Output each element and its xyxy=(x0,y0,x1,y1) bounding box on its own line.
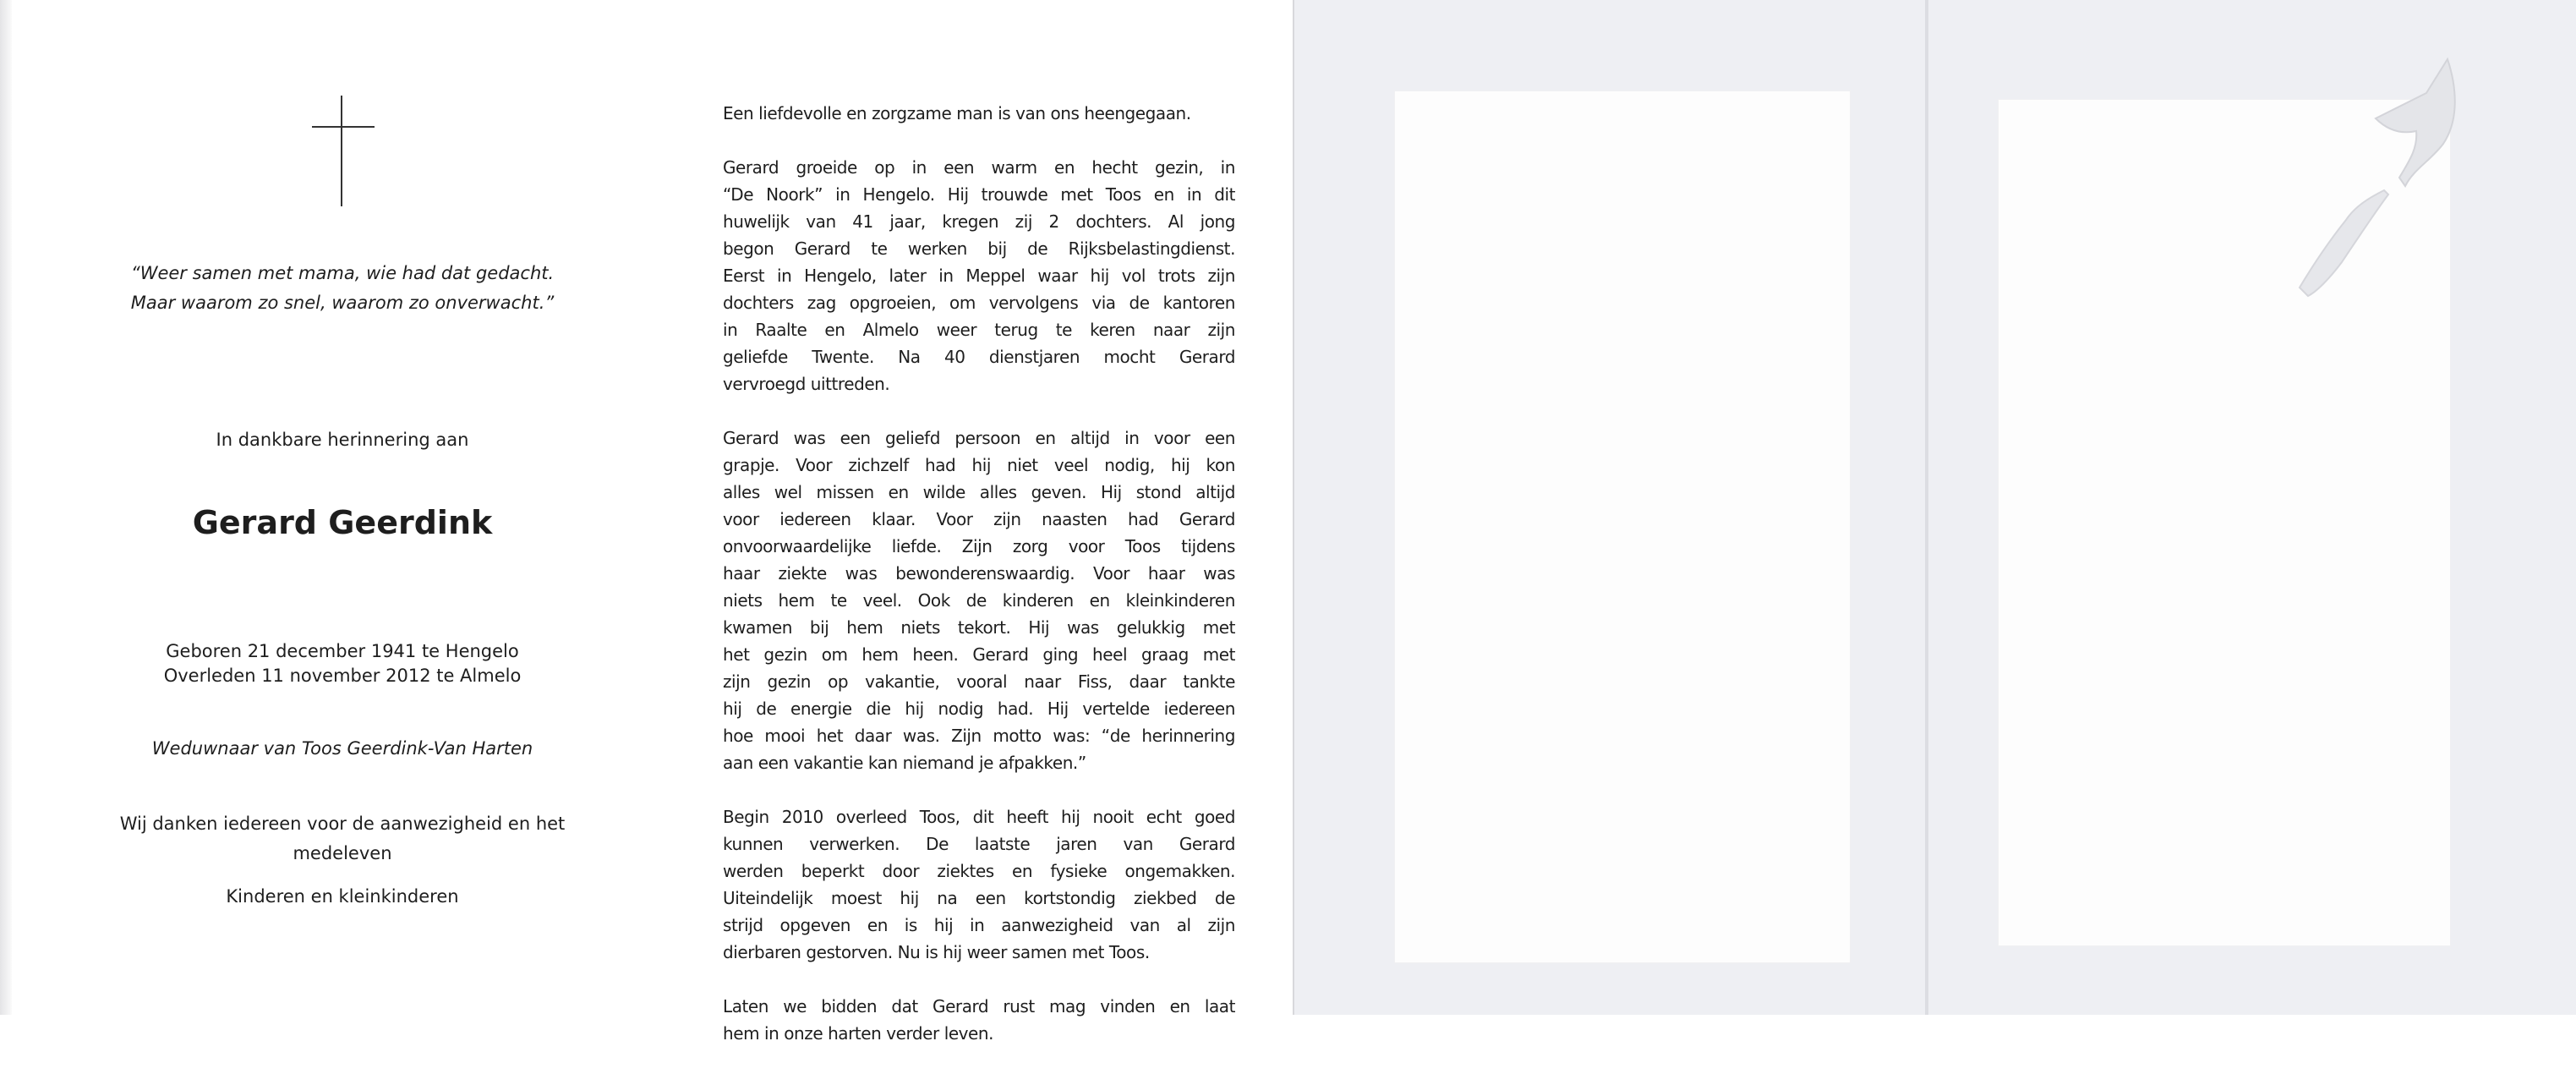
blank-panel-left xyxy=(1394,90,1851,963)
quote-line: “Weer samen met mama, wie had dat gedacht. xyxy=(130,263,555,283)
quote-line: Maar waarom zo snel, waarom zo onverwacht.” xyxy=(130,293,555,313)
birth-line: Geboren 21 december 1941 te Hengelo xyxy=(166,641,519,661)
cross-horizontal-bar xyxy=(312,126,375,128)
text-line: Gerard groeide op in een warm en hecht gezin, in xyxy=(723,157,1235,178)
text-line: hem in onze harten verder leven. xyxy=(723,1023,994,1044)
card-inside-left xyxy=(0,0,1293,1044)
thanks-line: medeleven xyxy=(293,843,392,863)
text-line: in Raalte en Almelo weer terug te keren naar zijn xyxy=(723,320,1235,340)
text-line: strijd opgeven en is hij in aanwezigheid van al zijn xyxy=(723,915,1235,935)
text-line: Begin 2010 overleed Toos, dit heeft hij nooit echt goed xyxy=(723,807,1235,827)
text-line: Gerard was een geliefd persoon en altijd in voor een xyxy=(723,428,1235,448)
text-line: dochters zag opgroeien, om vervolgens via de kantoren xyxy=(723,293,1235,313)
text-line: Laten we bidden dat Gerard rust mag vinden en laat xyxy=(723,996,1235,1016)
text-line: onvoorwaardelijke liefde. Zijn zorg voor Toos tijdens xyxy=(723,536,1235,556)
text-line: hij de energie die hij nodig had. Hij vertelde iedereen xyxy=(723,699,1235,719)
text-line: alles wel missen en wilde alles geven. Hij stond altijd xyxy=(723,482,1235,502)
text-line: Een liefdevolle en zorgzame man is van ons heengegaan. xyxy=(723,103,1191,123)
text-line: het gezin om hem heen. Gerard ging heel graag met xyxy=(723,644,1235,665)
deceased-name: Gerard Geerdink xyxy=(192,504,493,541)
death-line: Overleden 11 november 2012 te Almelo xyxy=(163,666,522,686)
obituary-paragraph xyxy=(723,803,1235,966)
text-line: hoe mooi het daar was. Zijn motto was: “de herinnering xyxy=(723,726,1235,746)
thanks-text xyxy=(51,809,634,869)
in-memory-label: In dankbare herinnering aan xyxy=(216,430,469,450)
life-dates xyxy=(51,639,634,688)
text-line: Eerst in Hengelo, later in Meppel waar hij vol trots zijn xyxy=(723,266,1235,286)
obituary-paragraph xyxy=(723,425,1235,776)
text-line: begon Gerard te werken bij de Rijksbelastingdienst. xyxy=(723,238,1235,259)
text-line: huwelijk van 41 jaar, kregen zij 2 dochters. Al jong xyxy=(723,211,1235,232)
signed-by: Kinderen en kleinkinderen xyxy=(226,886,459,907)
text-line: niets hem te veel. Ook de kinderen en kleinkinderen xyxy=(723,590,1235,611)
text-line: haar ziekte was bewonderenswaardig. Voor haar was xyxy=(723,563,1235,584)
obituary-paragraph xyxy=(723,100,1235,127)
thanks-line: Wij danken iedereen voor de aanwezigheid en het xyxy=(119,814,566,834)
widower-line: Weduwnaar van Toos Geerdink-Van Harten xyxy=(151,738,533,759)
memorial-quote xyxy=(51,259,634,318)
text-line: kwamen bij hem niets tekort. Hij was gelukkig met xyxy=(723,617,1235,638)
text-line: voor iedereen klaar. Voor zijn naasten had Gerard xyxy=(723,509,1235,529)
text-line: zijn gezin op vakantie, vooral naar Fiss, daar tankte xyxy=(723,671,1235,692)
text-line: vervroegd uittreden. xyxy=(723,374,890,394)
text-line: aan een vakantie kan niemand je afpakken.” xyxy=(723,753,1086,773)
text-line: werden beperkt door ziektes en fysieke ongemakken. xyxy=(723,861,1235,881)
text-line: kunnen verwerken. De laatste jaren van Gerard xyxy=(723,834,1235,854)
text-line: dierbaren gestorven. Nu is hij weer samen met Toos. xyxy=(723,942,1150,962)
text-line: “De Noork” in Hengelo. Hij trouwde met Toos en in dit xyxy=(723,184,1235,205)
reaching-hands-illustration xyxy=(2249,51,2469,304)
obituary-text xyxy=(723,100,1235,1074)
cross-vertical-bar xyxy=(341,96,342,206)
page-edge-shadow xyxy=(0,0,12,1015)
text-line: geliefde Twente. Na 40 dienstjaren mocht Gerard xyxy=(723,347,1235,367)
obituary-paragraph xyxy=(723,993,1235,1047)
card-fold xyxy=(1925,0,1928,1015)
text-line: grapje. Voor zichzelf had hij niet veel nodig, hij kon xyxy=(723,455,1235,475)
obituary-paragraph xyxy=(723,154,1235,397)
text-line: Uiteindelijk moest hij na een kortstondig ziekbed de xyxy=(723,888,1235,908)
